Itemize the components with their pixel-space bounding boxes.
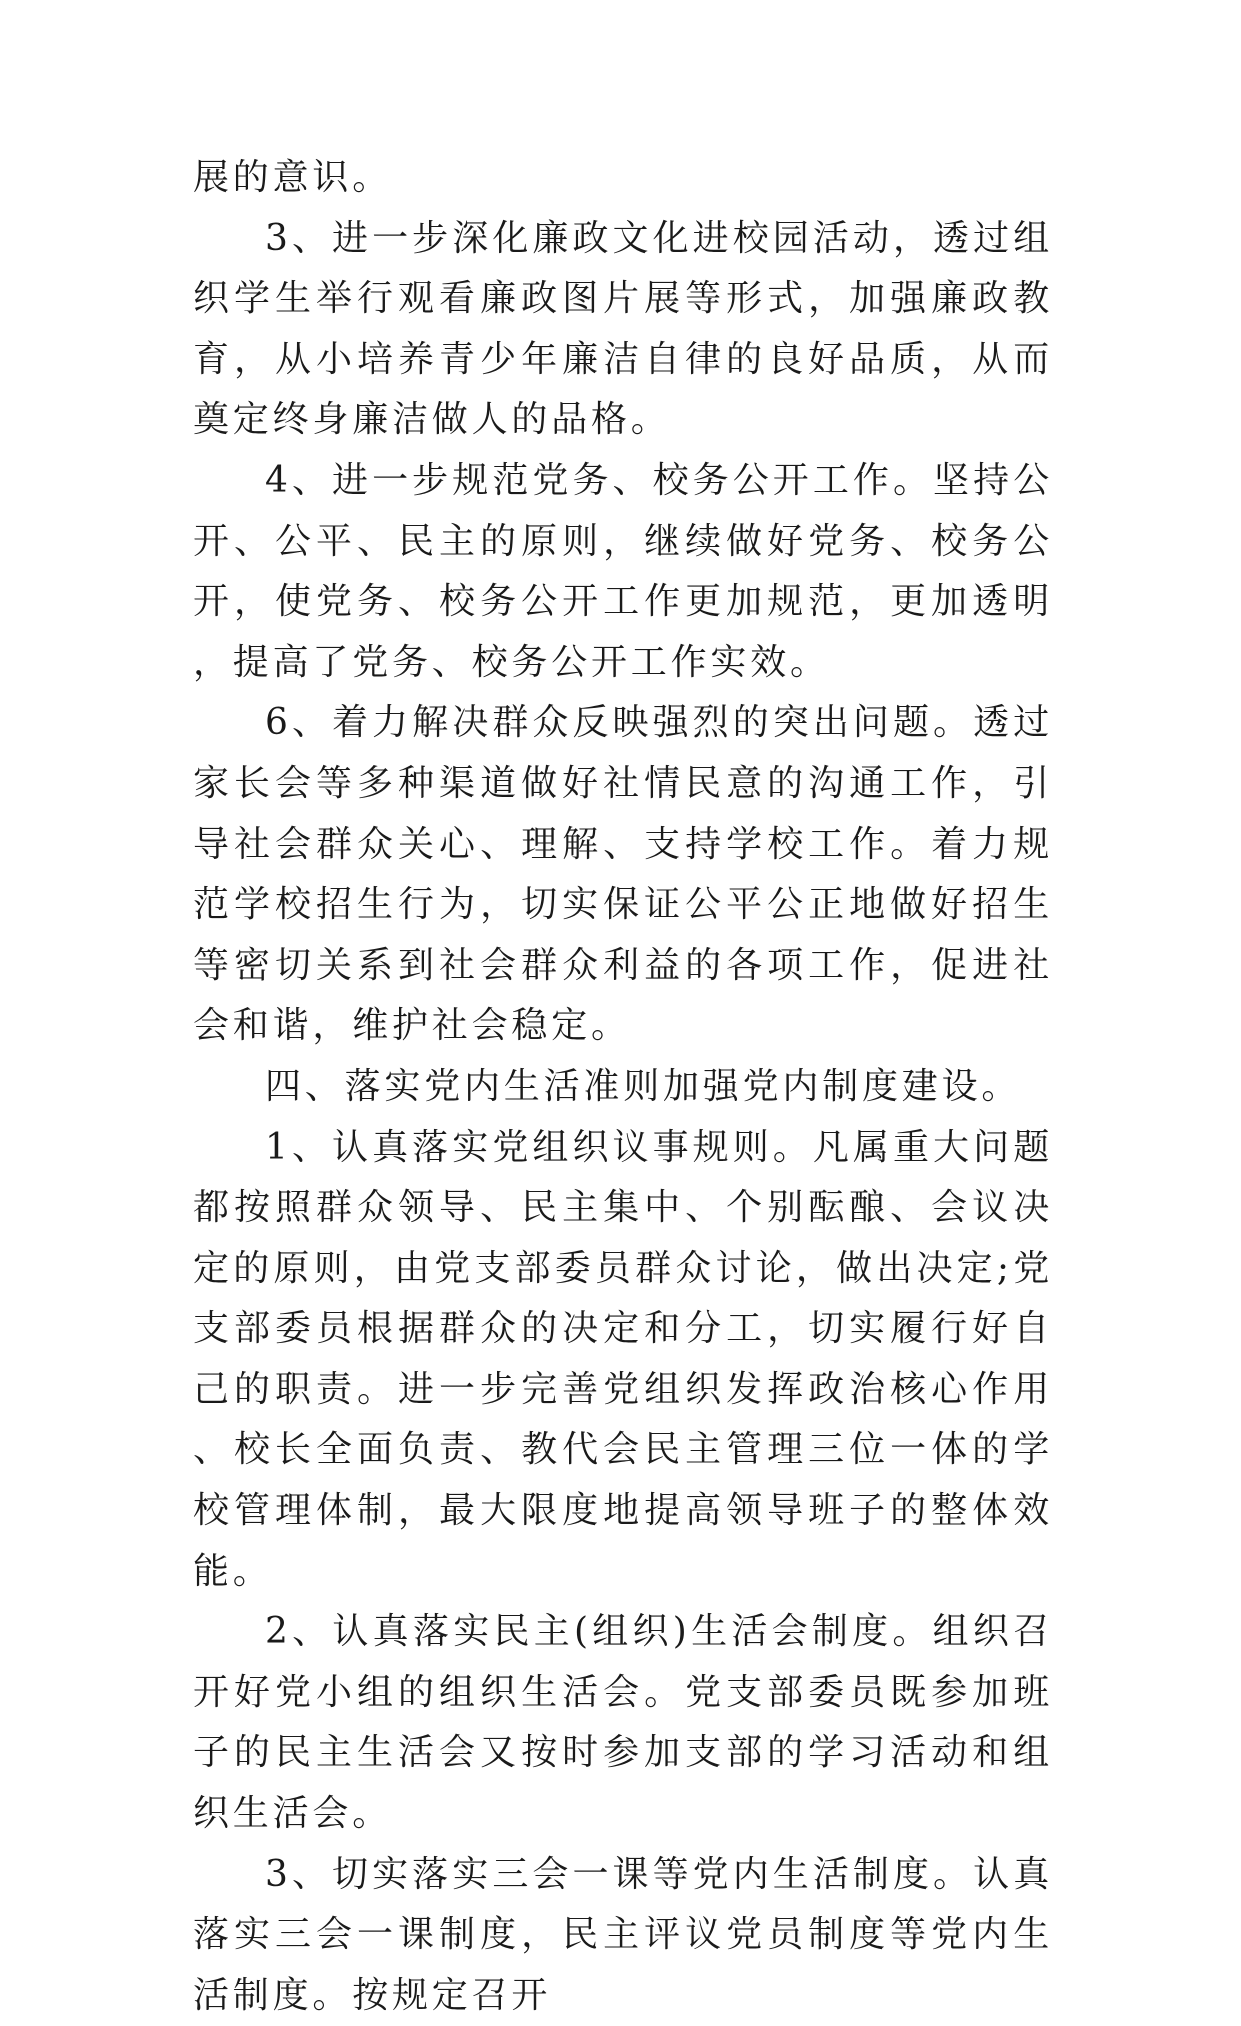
paragraph: 展的意识。	[193, 157, 393, 198]
paragraph: 4、进一步规范党务、校务公开工作。坚持公开、公平、民主的原则，继续做好党务、校务公开，使党务、校务公开工作更加规范，更加透明，提高了党务、校务公开工作实效。	[193, 459, 1053, 683]
section-heading: 四、落实党内生活准则加强党内制度建设。	[265, 1065, 1022, 1107]
paragraph: 1、认真落实党组织议事规则。凡属重大问题都按照群众领导、民主集中、个别酝酿、会议决定的原则，由党支部委员群众讨论，做出决定;党支部委员根据群众的决定和分工，切实履行好自己的职责。进一步完善党组织发挥政治核心作用、校长全面负责、教代会民主管理三位一体的学校管理体制，最大限度地提高领导班子的整体效能。	[193, 1126, 1053, 1592]
paragraph: 3、进一步深化廉政文化进校园活动，透过组织学生举行观看廉政图片展等形式，加强廉政教育，从小培养青少年廉洁自律的良好品质，从而奠定终身廉洁做人的品格。	[193, 217, 1053, 441]
paragraph: 3、切实落实三会一课等党内生活制度。认真落实三会一课制度，民主评议党员制度等党内生活制度。按规定召开	[193, 1853, 1053, 2016]
paragraph: 6、着力解决群众反映强烈的突出问题。透过家长会等多种渠道做好社情民意的沟通工作，引导社会群众关心、理解、支持学校工作。着力规范学校招生行为，切实保证公平公正地做好招生等密切关系到社会群众利益的各项工作，促进社会和谐，维护社会稳定。	[193, 702, 1053, 1047]
document-body	[193, 148, 1053, 2026]
paragraph: 2、认真落实民主(组织)生活会制度。组织召开好党小组的组织生活会。党支部委员既参加班子的民主生活会又按时参加支部的学习活动和组织生活会。	[193, 1611, 1053, 1835]
